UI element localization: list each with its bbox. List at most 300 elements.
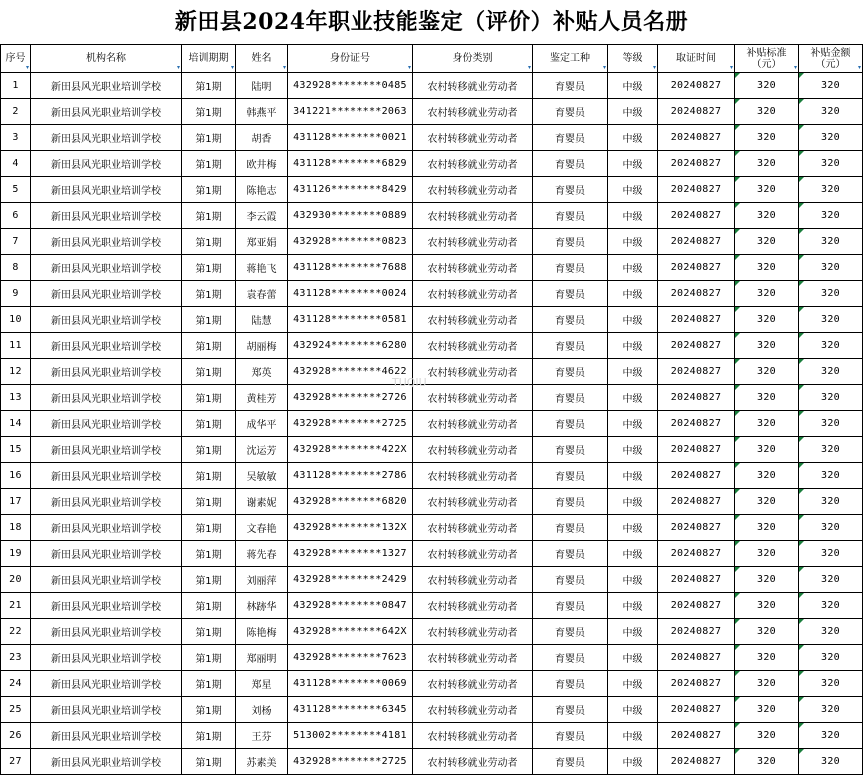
cell-org[interactable]: 新田县风光职业培训学校 bbox=[31, 307, 182, 333]
cell-date[interactable]: 20240827 bbox=[658, 99, 735, 125]
cell-amount[interactable]: 320 bbox=[799, 411, 863, 437]
cell-amount[interactable]: 320 bbox=[799, 151, 863, 177]
table-row[interactable] bbox=[1, 333, 863, 359]
cell-amount[interactable]: 320 bbox=[799, 385, 863, 411]
cell-level[interactable]: 中级 bbox=[608, 255, 658, 281]
cell-date[interactable]: 20240827 bbox=[658, 333, 735, 359]
cell-name[interactable]: 郑丽明 bbox=[236, 645, 288, 671]
cell-period[interactable]: 第1期 bbox=[182, 645, 236, 671]
table-row[interactable] bbox=[1, 749, 863, 775]
cell-amount[interactable]: 320 bbox=[799, 463, 863, 489]
cell-date[interactable]: 20240827 bbox=[658, 515, 735, 541]
cell-name[interactable]: 林跡华 bbox=[236, 593, 288, 619]
cell-std[interactable]: 320 bbox=[735, 307, 799, 333]
cell-period[interactable]: 第1期 bbox=[182, 463, 236, 489]
table-row[interactable] bbox=[1, 515, 863, 541]
cell-category[interactable]: 农村转移就业劳动者 bbox=[413, 99, 533, 125]
cell-period[interactable]: 第1期 bbox=[182, 125, 236, 151]
cell-id[interactable]: 432928********422X bbox=[288, 437, 413, 463]
cell-level[interactable]: 中级 bbox=[608, 177, 658, 203]
table-row[interactable] bbox=[1, 281, 863, 307]
cell-org[interactable]: 新田县风光职业培训学校 bbox=[31, 229, 182, 255]
cell-seq[interactable]: 9 bbox=[1, 281, 31, 307]
cell-std[interactable]: 320 bbox=[735, 281, 799, 307]
cell-id[interactable]: 431128********0024 bbox=[288, 281, 413, 307]
cell-seq[interactable]: 17 bbox=[1, 489, 31, 515]
cell-level[interactable]: 中级 bbox=[608, 229, 658, 255]
cell-level[interactable]: 中级 bbox=[608, 307, 658, 333]
cell-org[interactable]: 新田县风光职业培训学校 bbox=[31, 619, 182, 645]
cell-trade[interactable]: 育婴员 bbox=[533, 489, 608, 515]
cell-name[interactable]: 王芬 bbox=[236, 723, 288, 749]
cell-level[interactable]: 中级 bbox=[608, 359, 658, 385]
cell-level[interactable]: 中级 bbox=[608, 385, 658, 411]
filter-dropdown-icon[interactable]: ▾ bbox=[25, 64, 29, 71]
table-row[interactable] bbox=[1, 229, 863, 255]
cell-date[interactable]: 20240827 bbox=[658, 619, 735, 645]
cell-seq[interactable]: 13 bbox=[1, 385, 31, 411]
cell-date[interactable]: 20240827 bbox=[658, 73, 735, 99]
cell-name[interactable]: 韩燕平 bbox=[236, 99, 288, 125]
cell-name[interactable]: 陈艳梅 bbox=[236, 619, 288, 645]
cell-id[interactable]: 431128********7688 bbox=[288, 255, 413, 281]
cell-trade[interactable]: 育婴员 bbox=[533, 229, 608, 255]
cell-org[interactable]: 新田县风光职业培训学校 bbox=[31, 489, 182, 515]
cell-category[interactable]: 农村转移就业劳动者 bbox=[413, 255, 533, 281]
cell-date[interactable]: 20240827 bbox=[658, 697, 735, 723]
table-row[interactable] bbox=[1, 359, 863, 385]
cell-level[interactable]: 中级 bbox=[608, 723, 658, 749]
cell-level[interactable]: 中级 bbox=[608, 333, 658, 359]
cell-period[interactable]: 第1期 bbox=[182, 385, 236, 411]
cell-org[interactable]: 新田县风光职业培训学校 bbox=[31, 333, 182, 359]
cell-trade[interactable]: 育婴员 bbox=[533, 411, 608, 437]
cell-seq[interactable]: 15 bbox=[1, 437, 31, 463]
cell-level[interactable]: 中级 bbox=[608, 515, 658, 541]
cell-std[interactable]: 320 bbox=[735, 593, 799, 619]
cell-amount[interactable]: 320 bbox=[799, 125, 863, 151]
cell-date[interactable]: 20240827 bbox=[658, 203, 735, 229]
cell-org[interactable]: 新田县风光职业培训学校 bbox=[31, 73, 182, 99]
cell-seq[interactable]: 8 bbox=[1, 255, 31, 281]
cell-amount[interactable]: 320 bbox=[799, 515, 863, 541]
cell-amount[interactable]: 320 bbox=[799, 489, 863, 515]
cell-level[interactable]: 中级 bbox=[608, 567, 658, 593]
cell-std[interactable]: 320 bbox=[735, 619, 799, 645]
table-row[interactable] bbox=[1, 73, 863, 99]
cell-id[interactable]: 432930********0889 bbox=[288, 203, 413, 229]
cell-name[interactable]: 郑英 bbox=[236, 359, 288, 385]
cell-trade[interactable]: 育婴员 bbox=[533, 255, 608, 281]
cell-category[interactable]: 农村转移就业劳动者 bbox=[413, 281, 533, 307]
cell-amount[interactable]: 320 bbox=[799, 723, 863, 749]
cell-name[interactable]: 谢素妮 bbox=[236, 489, 288, 515]
cell-seq[interactable]: 21 bbox=[1, 593, 31, 619]
cell-name[interactable]: 郑星 bbox=[236, 671, 288, 697]
cell-name[interactable]: 苏素美 bbox=[236, 749, 288, 775]
cell-period[interactable]: 第1期 bbox=[182, 359, 236, 385]
cell-org[interactable]: 新田县风光职业培训学校 bbox=[31, 723, 182, 749]
cell-std[interactable]: 320 bbox=[735, 255, 799, 281]
cell-org[interactable]: 新田县风光职业培训学校 bbox=[31, 671, 182, 697]
cell-trade[interactable]: 育婴员 bbox=[533, 697, 608, 723]
cell-seq[interactable]: 22 bbox=[1, 619, 31, 645]
cell-amount[interactable]: 320 bbox=[799, 99, 863, 125]
filter-dropdown-icon[interactable]: ▾ bbox=[602, 64, 606, 71]
cell-amount[interactable]: 320 bbox=[799, 73, 863, 99]
cell-amount[interactable]: 320 bbox=[799, 333, 863, 359]
cell-std[interactable]: 320 bbox=[735, 671, 799, 697]
cell-seq[interactable]: 25 bbox=[1, 697, 31, 723]
cell-category[interactable]: 农村转移就业劳动者 bbox=[413, 489, 533, 515]
cell-date[interactable]: 20240827 bbox=[658, 437, 735, 463]
cell-id[interactable]: 432928********2725 bbox=[288, 749, 413, 775]
cell-amount[interactable]: 320 bbox=[799, 593, 863, 619]
cell-org[interactable]: 新田县风光职业培训学校 bbox=[31, 281, 182, 307]
filter-dropdown-icon[interactable]: ▾ bbox=[793, 64, 797, 71]
cell-amount[interactable]: 320 bbox=[799, 307, 863, 333]
cell-org[interactable]: 新田县风光职业培训学校 bbox=[31, 541, 182, 567]
cell-seq[interactable]: 5 bbox=[1, 177, 31, 203]
table-row[interactable] bbox=[1, 567, 863, 593]
cell-period[interactable]: 第1期 bbox=[182, 723, 236, 749]
cell-name[interactable]: 胡香 bbox=[236, 125, 288, 151]
cell-trade[interactable]: 育婴员 bbox=[533, 359, 608, 385]
cell-category[interactable]: 农村转移就业劳动者 bbox=[413, 437, 533, 463]
cell-id[interactable]: 432924********6280 bbox=[288, 333, 413, 359]
cell-level[interactable]: 中级 bbox=[608, 151, 658, 177]
cell-name[interactable]: 欧井梅 bbox=[236, 151, 288, 177]
cell-period[interactable]: 第1期 bbox=[182, 307, 236, 333]
cell-date[interactable]: 20240827 bbox=[658, 385, 735, 411]
cell-std[interactable]: 320 bbox=[735, 645, 799, 671]
cell-period[interactable]: 第1期 bbox=[182, 515, 236, 541]
cell-org[interactable]: 新田县风光职业培训学校 bbox=[31, 125, 182, 151]
cell-id[interactable]: 513002********4181 bbox=[288, 723, 413, 749]
cell-amount[interactable]: 320 bbox=[799, 645, 863, 671]
cell-seq[interactable]: 11 bbox=[1, 333, 31, 359]
header-org[interactable]: 机构名称 ▾ bbox=[31, 45, 182, 73]
cell-org[interactable]: 新田县风光职业培训学校 bbox=[31, 749, 182, 775]
cell-period[interactable]: 第1期 bbox=[182, 619, 236, 645]
cell-seq[interactable]: 26 bbox=[1, 723, 31, 749]
cell-period[interactable]: 第1期 bbox=[182, 541, 236, 567]
cell-std[interactable]: 320 bbox=[735, 723, 799, 749]
cell-category[interactable]: 农村转移就业劳动者 bbox=[413, 671, 533, 697]
cell-name[interactable]: 刘杨 bbox=[236, 697, 288, 723]
cell-date[interactable]: 20240827 bbox=[658, 151, 735, 177]
table-row[interactable] bbox=[1, 489, 863, 515]
cell-std[interactable]: 320 bbox=[735, 333, 799, 359]
cell-amount[interactable]: 320 bbox=[799, 359, 863, 385]
cell-org[interactable]: 新田县风光职业培训学校 bbox=[31, 697, 182, 723]
cell-amount[interactable]: 320 bbox=[799, 203, 863, 229]
cell-date[interactable]: 20240827 bbox=[658, 541, 735, 567]
cell-period[interactable]: 第1期 bbox=[182, 489, 236, 515]
cell-amount[interactable]: 320 bbox=[799, 255, 863, 281]
cell-trade[interactable]: 育婴员 bbox=[533, 385, 608, 411]
cell-level[interactable]: 中级 bbox=[608, 749, 658, 775]
cell-id[interactable]: 431128********6829 bbox=[288, 151, 413, 177]
table-row[interactable] bbox=[1, 541, 863, 567]
cell-std[interactable]: 320 bbox=[735, 359, 799, 385]
cell-std[interactable]: 320 bbox=[735, 229, 799, 255]
cell-name[interactable]: 陆明 bbox=[236, 73, 288, 99]
table-row[interactable] bbox=[1, 437, 863, 463]
cell-period[interactable]: 第1期 bbox=[182, 671, 236, 697]
cell-name[interactable]: 陆慧 bbox=[236, 307, 288, 333]
cell-period[interactable]: 第1期 bbox=[182, 177, 236, 203]
cell-seq[interactable]: 19 bbox=[1, 541, 31, 567]
cell-id[interactable]: 431128********2786 bbox=[288, 463, 413, 489]
cell-id[interactable]: 432928********642X bbox=[288, 619, 413, 645]
cell-category[interactable]: 农村转移就业劳动者 bbox=[413, 411, 533, 437]
cell-date[interactable]: 20240827 bbox=[658, 671, 735, 697]
table-row[interactable] bbox=[1, 385, 863, 411]
cell-category[interactable]: 农村转移就业劳动者 bbox=[413, 307, 533, 333]
cell-category[interactable]: 农村转移就业劳动者 bbox=[413, 541, 533, 567]
table-row[interactable] bbox=[1, 619, 863, 645]
cell-trade[interactable]: 育婴员 bbox=[533, 593, 608, 619]
cell-period[interactable]: 第1期 bbox=[182, 203, 236, 229]
cell-period[interactable]: 第1期 bbox=[182, 255, 236, 281]
cell-trade[interactable]: 育婴员 bbox=[533, 99, 608, 125]
cell-trade[interactable]: 育婴员 bbox=[533, 307, 608, 333]
table-row[interactable] bbox=[1, 255, 863, 281]
cell-date[interactable]: 20240827 bbox=[658, 463, 735, 489]
header-std[interactable]: 补贴标准 （元） ▾ bbox=[735, 45, 799, 73]
cell-name[interactable]: 文春艳 bbox=[236, 515, 288, 541]
cell-id[interactable]: 432928********2726 bbox=[288, 385, 413, 411]
cell-name[interactable]: 蒋艳飞 bbox=[236, 255, 288, 281]
cell-org[interactable]: 新田县风光职业培训学校 bbox=[31, 593, 182, 619]
cell-std[interactable]: 320 bbox=[735, 567, 799, 593]
cell-id[interactable]: 432928********1327 bbox=[288, 541, 413, 567]
cell-category[interactable]: 农村转移就业劳动者 bbox=[413, 359, 533, 385]
table-row[interactable] bbox=[1, 411, 863, 437]
cell-std[interactable]: 320 bbox=[735, 385, 799, 411]
cell-trade[interactable]: 育婴员 bbox=[533, 281, 608, 307]
cell-id[interactable]: 431128********0581 bbox=[288, 307, 413, 333]
cell-seq[interactable]: 23 bbox=[1, 645, 31, 671]
cell-id[interactable]: 432928********6820 bbox=[288, 489, 413, 515]
cell-date[interactable]: 20240827 bbox=[658, 489, 735, 515]
cell-amount[interactable]: 320 bbox=[799, 281, 863, 307]
cell-name[interactable]: 沈运芳 bbox=[236, 437, 288, 463]
table-row[interactable] bbox=[1, 99, 863, 125]
cell-level[interactable]: 中级 bbox=[608, 73, 658, 99]
cell-level[interactable]: 中级 bbox=[608, 437, 658, 463]
cell-period[interactable]: 第1期 bbox=[182, 229, 236, 255]
cell-category[interactable]: 农村转移就业劳动者 bbox=[413, 645, 533, 671]
cell-std[interactable]: 320 bbox=[735, 489, 799, 515]
cell-category[interactable]: 农村转移就业劳动者 bbox=[413, 515, 533, 541]
cell-category[interactable]: 农村转移就业劳动者 bbox=[413, 463, 533, 489]
cell-amount[interactable]: 320 bbox=[799, 567, 863, 593]
cell-category[interactable]: 农村转移就业劳动者 bbox=[413, 593, 533, 619]
cell-date[interactable]: 20240827 bbox=[658, 229, 735, 255]
cell-category[interactable]: 农村转移就业劳动者 bbox=[413, 125, 533, 151]
cell-date[interactable]: 20240827 bbox=[658, 645, 735, 671]
cell-id[interactable]: 432928********2429 bbox=[288, 567, 413, 593]
cell-name[interactable]: 陈艳志 bbox=[236, 177, 288, 203]
cell-trade[interactable]: 育婴员 bbox=[533, 151, 608, 177]
cell-name[interactable]: 李云霞 bbox=[236, 203, 288, 229]
cell-period[interactable]: 第1期 bbox=[182, 73, 236, 99]
cell-period[interactable]: 第1期 bbox=[182, 437, 236, 463]
cell-amount[interactable]: 320 bbox=[799, 749, 863, 775]
cell-std[interactable]: 320 bbox=[735, 541, 799, 567]
cell-std[interactable]: 320 bbox=[735, 125, 799, 151]
cell-org[interactable]: 新田县风光职业培训学校 bbox=[31, 567, 182, 593]
cell-period[interactable]: 第1期 bbox=[182, 99, 236, 125]
cell-period[interactable]: 第1期 bbox=[182, 567, 236, 593]
cell-trade[interactable]: 育婴员 bbox=[533, 723, 608, 749]
table-row[interactable] bbox=[1, 463, 863, 489]
cell-amount[interactable]: 320 bbox=[799, 177, 863, 203]
table-row[interactable] bbox=[1, 203, 863, 229]
cell-seq[interactable]: 16 bbox=[1, 463, 31, 489]
table-row[interactable] bbox=[1, 177, 863, 203]
cell-level[interactable]: 中级 bbox=[608, 593, 658, 619]
cell-category[interactable]: 农村转移就业劳动者 bbox=[413, 73, 533, 99]
cell-level[interactable]: 中级 bbox=[608, 125, 658, 151]
cell-amount[interactable]: 320 bbox=[799, 541, 863, 567]
table-row[interactable] bbox=[1, 307, 863, 333]
cell-id[interactable]: 341221********2063 bbox=[288, 99, 413, 125]
cell-std[interactable]: 320 bbox=[735, 697, 799, 723]
cell-level[interactable]: 中级 bbox=[608, 697, 658, 723]
cell-level[interactable]: 中级 bbox=[608, 671, 658, 697]
cell-period[interactable]: 第1期 bbox=[182, 697, 236, 723]
cell-seq[interactable]: 18 bbox=[1, 515, 31, 541]
cell-id[interactable]: 431126********8429 bbox=[288, 177, 413, 203]
header-name[interactable]: 姓名 ▾ bbox=[236, 45, 288, 73]
cell-id[interactable]: 431128********6345 bbox=[288, 697, 413, 723]
filter-dropdown-icon[interactable]: ▾ bbox=[407, 64, 411, 71]
table-row[interactable] bbox=[1, 697, 863, 723]
cell-id[interactable]: 432928********2725 bbox=[288, 411, 413, 437]
cell-id[interactable]: 432928********0823 bbox=[288, 229, 413, 255]
cell-category[interactable]: 农村转移就业劳动者 bbox=[413, 749, 533, 775]
cell-category[interactable]: 农村转移就业劳动者 bbox=[413, 697, 533, 723]
filter-dropdown-icon[interactable]: ▾ bbox=[230, 64, 234, 71]
cell-trade[interactable]: 育婴员 bbox=[533, 515, 608, 541]
cell-period[interactable]: 第1期 bbox=[182, 333, 236, 359]
cell-trade[interactable]: 育婴员 bbox=[533, 645, 608, 671]
cell-org[interactable]: 新田县风光职业培训学校 bbox=[31, 385, 182, 411]
cell-name[interactable]: 刘丽萍 bbox=[236, 567, 288, 593]
cell-std[interactable]: 320 bbox=[735, 463, 799, 489]
cell-id[interactable]: 432928********4622 bbox=[288, 359, 413, 385]
cell-category[interactable]: 农村转移就业劳动者 bbox=[413, 203, 533, 229]
cell-date[interactable]: 20240827 bbox=[658, 307, 735, 333]
cell-org[interactable]: 新田县风光职业培训学校 bbox=[31, 411, 182, 437]
cell-level[interactable]: 中级 bbox=[608, 411, 658, 437]
cell-seq[interactable]: 12 bbox=[1, 359, 31, 385]
cell-trade[interactable]: 育婴员 bbox=[533, 333, 608, 359]
header-period[interactable]: 培训期期 ▾ bbox=[182, 45, 236, 73]
cell-std[interactable]: 320 bbox=[735, 437, 799, 463]
cell-level[interactable]: 中级 bbox=[608, 203, 658, 229]
header-date[interactable]: 取证时间 ▾ bbox=[658, 45, 735, 73]
cell-std[interactable]: 320 bbox=[735, 203, 799, 229]
cell-category[interactable]: 农村转移就业劳动者 bbox=[413, 229, 533, 255]
cell-seq[interactable]: 4 bbox=[1, 151, 31, 177]
cell-name[interactable]: 成华平 bbox=[236, 411, 288, 437]
cell-date[interactable]: 20240827 bbox=[658, 749, 735, 775]
cell-org[interactable]: 新田县风光职业培训学校 bbox=[31, 99, 182, 125]
cell-name[interactable]: 吴敏敏 bbox=[236, 463, 288, 489]
cell-level[interactable]: 中级 bbox=[608, 619, 658, 645]
table-row[interactable] bbox=[1, 671, 863, 697]
cell-org[interactable]: 新田县风光职业培训学校 bbox=[31, 203, 182, 229]
cell-amount[interactable]: 320 bbox=[799, 619, 863, 645]
cell-org[interactable]: 新田县风光职业培训学校 bbox=[31, 151, 182, 177]
cell-seq[interactable]: 1 bbox=[1, 73, 31, 99]
cell-id[interactable]: 432928********132X bbox=[288, 515, 413, 541]
cell-id[interactable]: 431128********0021 bbox=[288, 125, 413, 151]
filter-dropdown-icon[interactable]: ▾ bbox=[729, 64, 733, 71]
cell-trade[interactable]: 育婴员 bbox=[533, 619, 608, 645]
cell-category[interactable]: 农村转移就业劳动者 bbox=[413, 723, 533, 749]
cell-category[interactable]: 农村转移就业劳动者 bbox=[413, 177, 533, 203]
filter-dropdown-icon[interactable]: ▾ bbox=[652, 64, 656, 71]
cell-std[interactable]: 320 bbox=[735, 749, 799, 775]
cell-trade[interactable]: 育婴员 bbox=[533, 203, 608, 229]
cell-trade[interactable]: 育婴员 bbox=[533, 541, 608, 567]
cell-date[interactable]: 20240827 bbox=[658, 411, 735, 437]
filter-dropdown-icon[interactable]: ▾ bbox=[282, 64, 286, 71]
filter-dropdown-icon[interactable]: ▾ bbox=[857, 64, 861, 71]
cell-trade[interactable]: 育婴员 bbox=[533, 125, 608, 151]
cell-date[interactable]: 20240827 bbox=[658, 125, 735, 151]
cell-period[interactable]: 第1期 bbox=[182, 281, 236, 307]
cell-date[interactable]: 20240827 bbox=[658, 723, 735, 749]
cell-date[interactable]: 20240827 bbox=[658, 359, 735, 385]
header-id[interactable]: 身份证号 ▾ bbox=[288, 45, 413, 73]
cell-category[interactable]: 农村转移就业劳动者 bbox=[413, 619, 533, 645]
cell-name[interactable]: 胡丽梅 bbox=[236, 333, 288, 359]
cell-id[interactable]: 432928********0847 bbox=[288, 593, 413, 619]
cell-category[interactable]: 农村转移就业劳动者 bbox=[413, 333, 533, 359]
cell-amount[interactable]: 320 bbox=[799, 671, 863, 697]
table-row[interactable] bbox=[1, 125, 863, 151]
cell-amount[interactable]: 320 bbox=[799, 437, 863, 463]
cell-seq[interactable]: 2 bbox=[1, 99, 31, 125]
cell-seq[interactable]: 27 bbox=[1, 749, 31, 775]
table-row[interactable] bbox=[1, 151, 863, 177]
cell-level[interactable]: 中级 bbox=[608, 541, 658, 567]
cell-period[interactable]: 第1期 bbox=[182, 151, 236, 177]
cell-date[interactable]: 20240827 bbox=[658, 281, 735, 307]
cell-date[interactable]: 20240827 bbox=[658, 177, 735, 203]
cell-name[interactable]: 郑亚娟 bbox=[236, 229, 288, 255]
cell-period[interactable]: 第1期 bbox=[182, 411, 236, 437]
cell-trade[interactable]: 育婴员 bbox=[533, 567, 608, 593]
cell-id[interactable]: 432928********0485 bbox=[288, 73, 413, 99]
cell-date[interactable]: 20240827 bbox=[658, 593, 735, 619]
cell-std[interactable]: 320 bbox=[735, 515, 799, 541]
filter-dropdown-icon[interactable]: ▾ bbox=[527, 64, 531, 71]
cell-seq[interactable]: 6 bbox=[1, 203, 31, 229]
cell-level[interactable]: 中级 bbox=[608, 645, 658, 671]
cell-trade[interactable]: 育婴员 bbox=[533, 177, 608, 203]
cell-org[interactable]: 新田县风光职业培训学校 bbox=[31, 463, 182, 489]
cell-trade[interactable]: 育婴员 bbox=[533, 73, 608, 99]
cell-seq[interactable]: 24 bbox=[1, 671, 31, 697]
cell-level[interactable]: 中级 bbox=[608, 489, 658, 515]
